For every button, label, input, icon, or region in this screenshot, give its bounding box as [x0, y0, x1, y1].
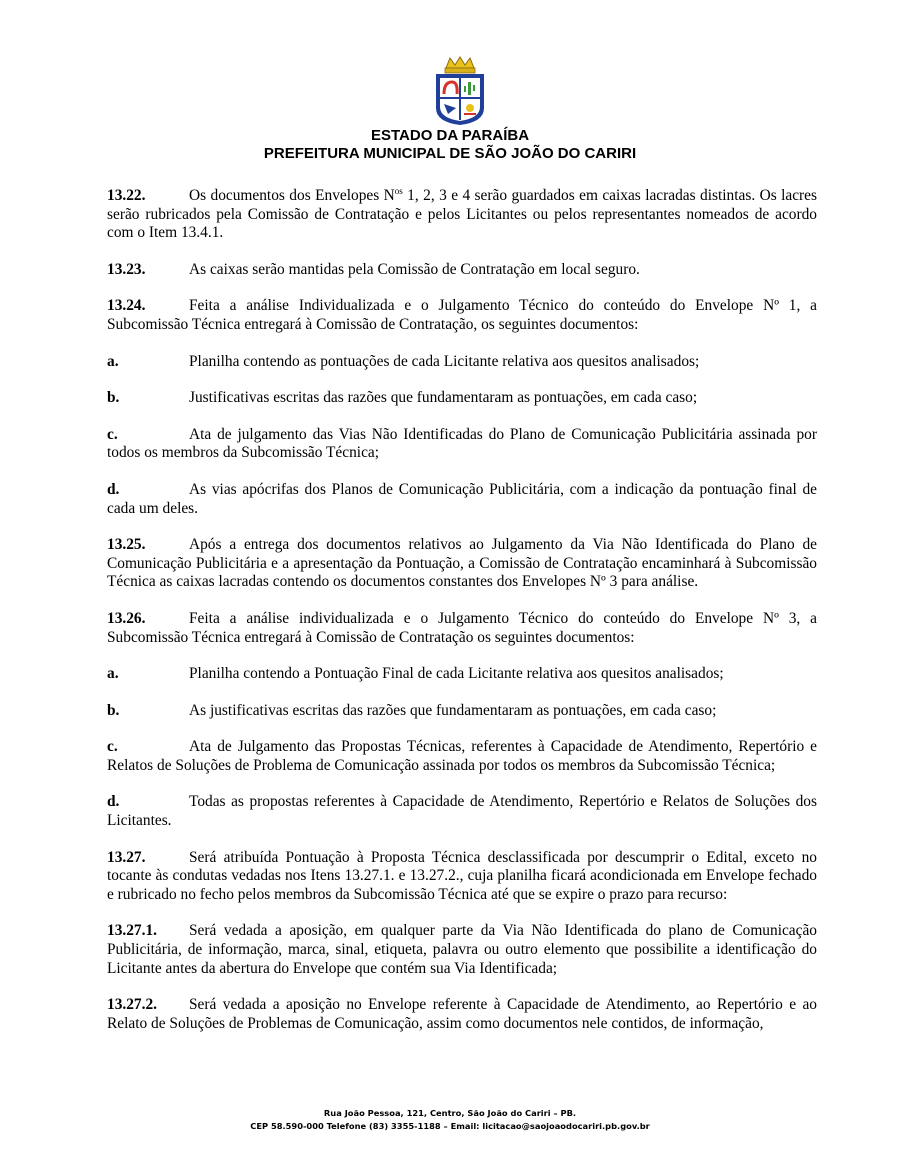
clause-13-26-a — [107, 665, 817, 684]
clause-text: As caixas serão mantidas pela Comissão de Contratação em local seguro. — [189, 260, 640, 278]
clause-number: b. — [107, 701, 120, 719]
document-body — [107, 187, 817, 1051]
clause-13-24-a — [107, 353, 817, 372]
clause-number: 13.22. — [107, 187, 146, 204]
clause-13-24 — [107, 297, 817, 334]
clause-text: 1, 2, 3 e 4 serão guardados em caixas lacradas distintas. Os lacres serão rubricados pela Comissão de Contratação e pelos Licitantes ou pelos representantes nomeados de acordo com o Item 13.4.1. — [107, 187, 817, 242]
clause-text: As vias apócrifas dos Planos de Comunicação Publicitária, com a indicação da pontuação final de cada um deles. — [107, 480, 817, 517]
clause-13-24-c — [107, 426, 817, 463]
clause-number: d. — [107, 793, 120, 811]
clause-text: Será vedada a aposição, em qualquer parte da Via Não Identificada do plano de Comunicação Publicitária, de informação, marca, sinal, etiqueta, palavra ou outro elemento que possibilite a identificação do Licitante antes da abertura do Envelope que contém sua Via Identificada; — [107, 922, 817, 977]
clause-text: As justificativas escritas das razões que fundamentaram as pontuações, em cada caso; — [189, 701, 717, 719]
document-footer — [0, 1107, 900, 1133]
clause-text-pre: Os documentos dos Envelopes N — [189, 187, 395, 204]
clause-text: Justificativas escritas das razões que fundamentaram as pontuações, em cada caso; — [189, 389, 698, 407]
clause-number: 13.27. — [107, 848, 146, 866]
clause-number: 13.27.2. — [107, 996, 158, 1014]
clause-text: Feita a análise individualizada e o Julgamento Técnico do conteúdo do Envelope Nº 3, a Subcomissão Técnica entregará à Comissão de Contratação os seguintes documentos: — [107, 609, 817, 646]
clause-number: 13.27.1. — [107, 922, 158, 940]
clause-superscript: os — [394, 185, 403, 196]
footer-address: Rua João Pessoa, 121, Centro, São João do Cariri – PB. — [323, 1108, 577, 1118]
clause-13-22 — [107, 187, 817, 243]
clause-13-26-b — [107, 702, 817, 721]
clause-13-24-b — [107, 389, 817, 408]
clause-text: Feita a análise Individualizada e o Julgamento Técnico do conteúdo do Envelope Nº 1, a Subcomissão Técnica entregará à Comissão de Contratação, os seguintes documentos: — [107, 297, 817, 333]
clause-13-27 — [107, 849, 817, 905]
clause-number: d. — [107, 480, 120, 498]
coat-of-arms-icon — [432, 56, 488, 126]
clause-number: 13.25. — [107, 536, 146, 554]
clause-text: Será vedada a aposição no Envelope referente à Capacidade de Atendimento, ao Repertório e ao Relato de Soluções de Problemas de Comunicação, assim como documentos nele contidos, de informação, — [107, 996, 817, 1032]
municipality-name: PREFEITURA MUNICIPAL DE SÃO JOÃO DO CARIRI — [263, 145, 637, 162]
clause-number: c. — [107, 738, 118, 756]
clause-13-26 — [107, 610, 817, 647]
clause-number: a. — [107, 665, 119, 683]
clause-number: c. — [107, 425, 118, 443]
clause-13-26-d — [107, 793, 817, 830]
clause-13-27-1 — [107, 922, 817, 978]
clause-number: 13.24. — [107, 297, 146, 315]
clause-number: b. — [107, 389, 120, 407]
clause-text: Planilha contendo as pontuações de cada Licitante relativa aos quesitos analisados; — [189, 352, 700, 370]
clause-13-23 — [107, 261, 817, 280]
clause-13-26-c — [107, 738, 817, 775]
clause-text: Todas as propostas referentes à Capacidade de Atendimento, Repertório e Relatos de Soluções dos Licitantes. — [107, 793, 817, 830]
clause-13-24-d — [107, 481, 817, 518]
clause-number: 13.26. — [107, 609, 146, 627]
clause-number: 13.23. — [107, 260, 146, 278]
document-header — [0, 127, 900, 163]
clause-number: a. — [107, 352, 119, 370]
clause-text: Ata de julgamento das Vias Não Identificadas do Plano de Comunicação Publicitária assinada por todos os membros da Subcomissão Técnica; — [107, 425, 817, 462]
clause-text: Ata de Julgamento das Propostas Técnicas, referentes à Capacidade de Atendimento, Repertório e Relatos de Soluções de Problema de Comunicação assinada por todos os membros da Subcomissão Técnica; — [107, 738, 817, 774]
footer-contact: CEP 58.590-000 Telefone (83) 3355-1188 – Email: licitacao@saojoaodocariri.pb.gov.br — [250, 1121, 650, 1131]
clause-13-25 — [107, 536, 817, 592]
clause-text: Após a entrega dos documentos relativos ao Julgamento da Via Não Identificada do Plano de Comunicação Publicitária e a apresentação da Pontuação, a Comissão de Contratação encaminhará à Subcomissão Técnica as caixas lacradas contendo os documentos constantes dos Envelopes Nº 3 para análise. — [107, 536, 817, 591]
clause-text: Será atribuída Pontuação à Proposta Técnica desclassificada por descumprir o Edital, exceto no tocante às condutas vedadas nos Itens 13.27.1. e 13.27.2., cuja planilha ficará acondicionada em Envelope fechado e rubricado no fecho pelos membros da Subcomissão Técnica até que se expire o prazo para recurso: — [107, 848, 817, 903]
state-name: ESTADO DA PARAÍBA — [370, 127, 530, 144]
clause-13-27-2 — [107, 996, 817, 1033]
clause-text: Planilha contendo a Pontuação Final de cada Licitante relativa aos quesitos analisados; — [189, 665, 724, 683]
